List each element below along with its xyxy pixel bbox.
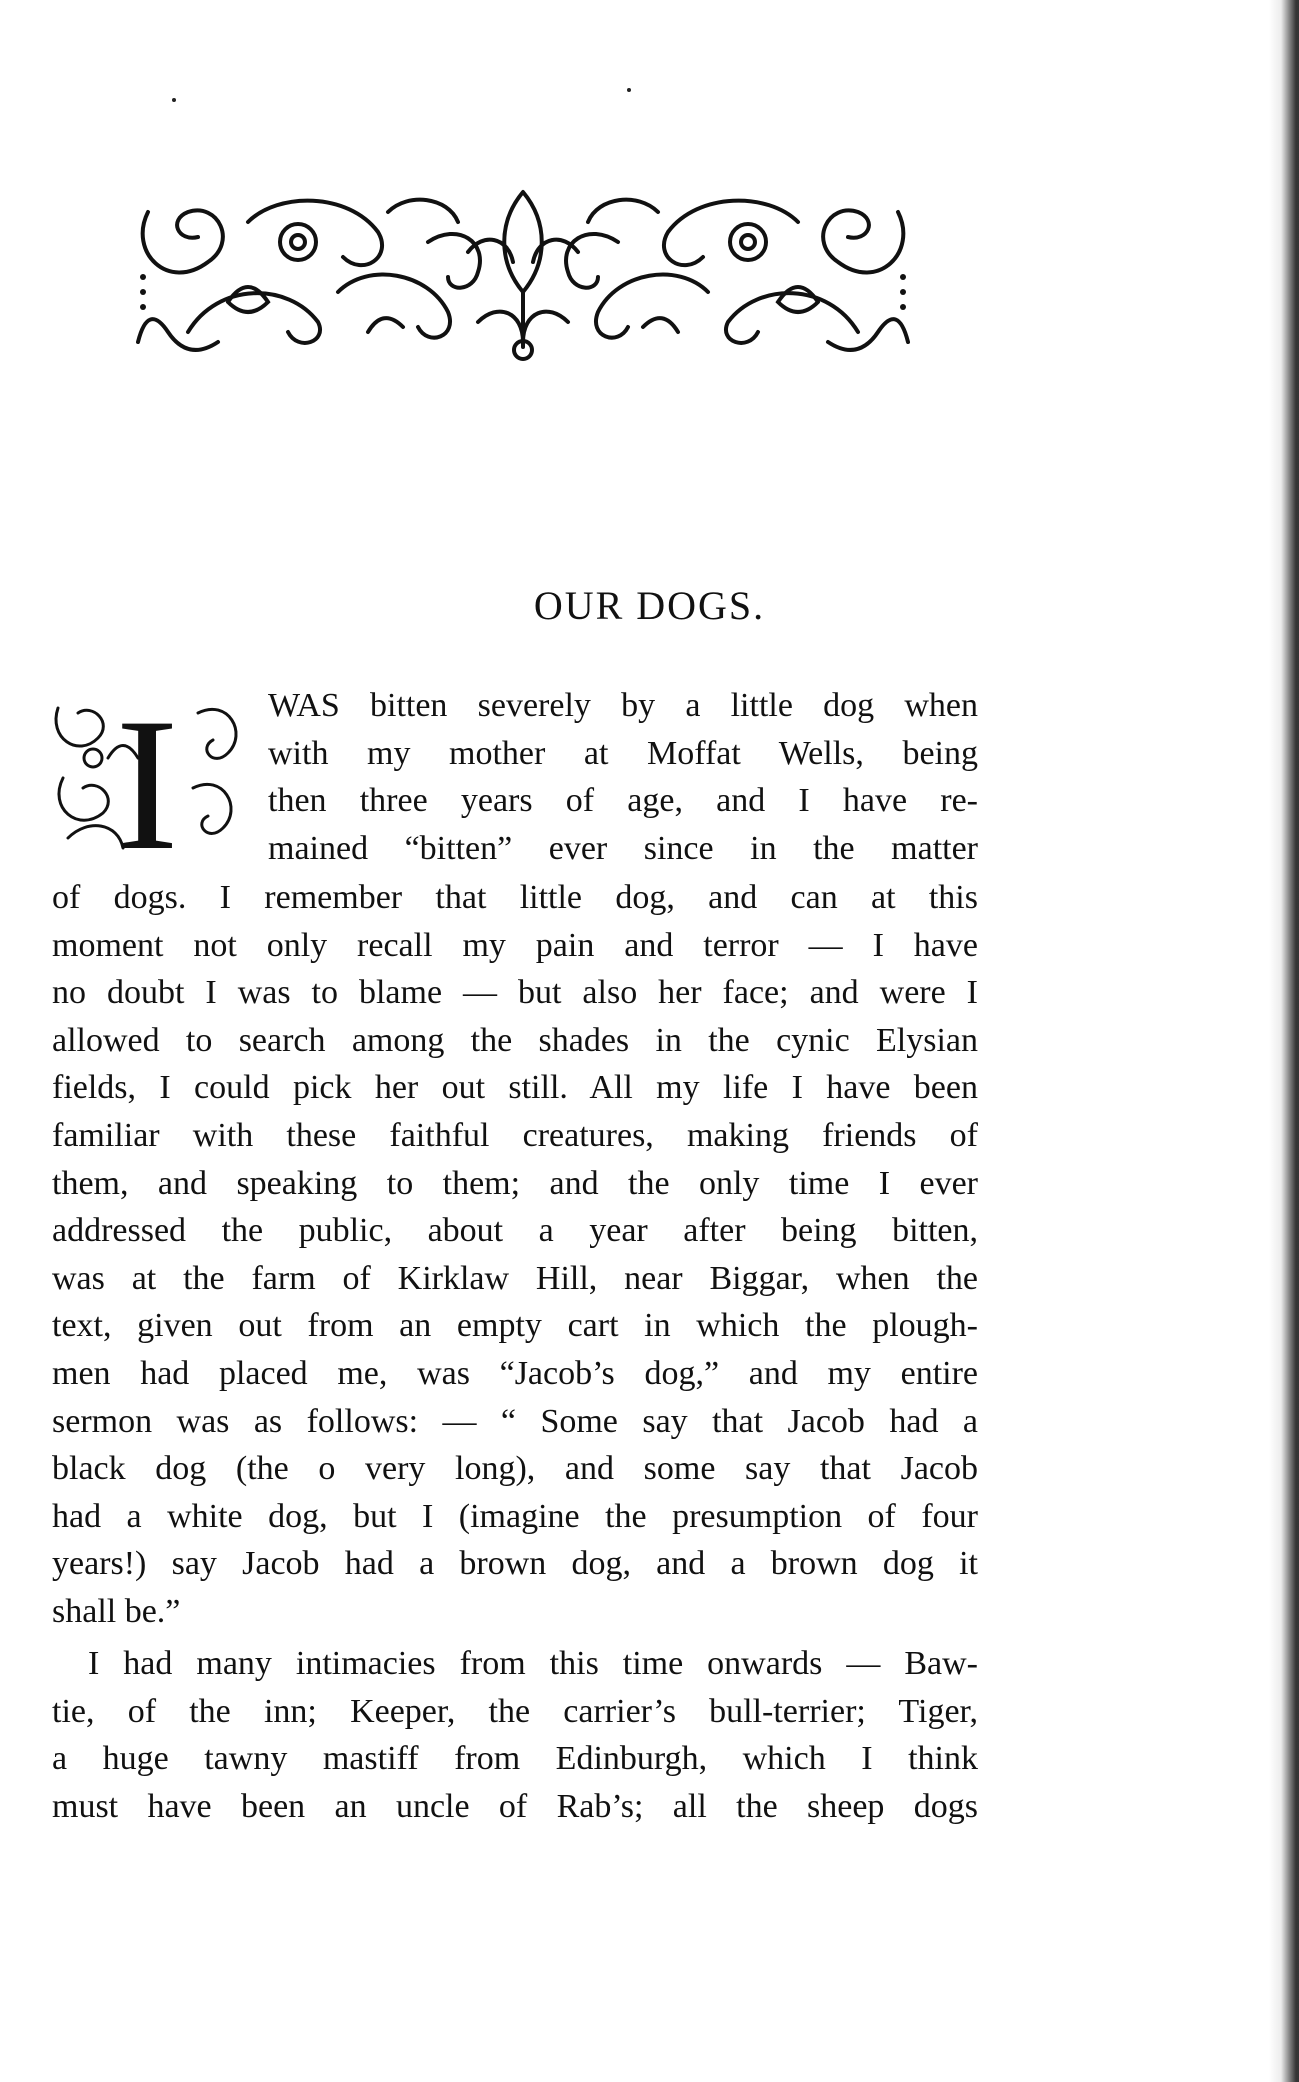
text-line: text, given out from an empty cart in which the plough-: [52, 1307, 978, 1345]
text-line: allowed to search among the shades in the cynic Elysian: [52, 1021, 978, 1059]
text-line: moment not only recall my pain and terror — I have: [52, 926, 978, 964]
text-line: no doubt I was to blame — but also her face; and were I: [52, 974, 978, 1012]
text-line: of dogs. I remember that little dog, and can at this: [52, 879, 978, 916]
ink-speck: [172, 98, 176, 102]
text-line: addressed the public, about a year after being bitten,: [52, 1212, 978, 1250]
text-line: must have been an uncle of Rab’s; all the sheep dogs: [52, 1787, 978, 1825]
text-line: black dog (the o very long), and some say that Jacob: [52, 1450, 978, 1488]
chapter-title: OUR DOGS.: [533, 583, 766, 628]
text-line: years!) say Jacob had a brown dog, and a brown dog it: [52, 1545, 978, 1583]
drop-cap-ornament: [48, 688, 246, 858]
text-line: tie, of the inn; Keeper, the carrier’s bull-terrier; Tiger,: [52, 1692, 978, 1730]
text-line: was at the farm of Kirklaw Hill, near Biggar, when the: [52, 1259, 978, 1297]
text-line: sermon was as follows: — “ Some say that Jacob had a: [52, 1402, 978, 1440]
headpiece-ornament: [128, 182, 918, 364]
text-line: had a white dog, but I (imagine the presumption of four: [52, 1497, 978, 1535]
paragraph-2: [52, 1640, 978, 1830]
text-line: then three years of age, and I have re-: [268, 782, 978, 820]
text-line: mained “bitten” ever since in the matter: [268, 829, 978, 867]
text-line: WAS bitten severely by a little dog when: [268, 687, 978, 724]
text-line: men had placed me, was “Jacob’s dog,” and my entire: [52, 1354, 978, 1392]
text-line: shall be.”: [52, 1592, 181, 1630]
text-line: with my mother at Moffat Wells, being: [268, 734, 978, 772]
ink-speck: [627, 88, 631, 92]
paragraph-1-lead: [268, 682, 978, 872]
text-line: fields, I could pick her out still. All my life I have been: [52, 1069, 978, 1107]
text-line: them, and speaking to them; and the only time I ever: [52, 1164, 978, 1202]
paragraph-1-body: [52, 874, 978, 1636]
drop-cap-letter: I: [115, 688, 179, 858]
text-line: I had many intimacies from this time onwards — Baw-: [88, 1645, 978, 1682]
text-line: familiar with these faithful creatures, making friends of: [52, 1116, 978, 1154]
page-edge-shadow: [1269, 0, 1299, 2082]
text-line: a huge tawny mastiff from Edinburgh, which I think: [52, 1740, 978, 1778]
